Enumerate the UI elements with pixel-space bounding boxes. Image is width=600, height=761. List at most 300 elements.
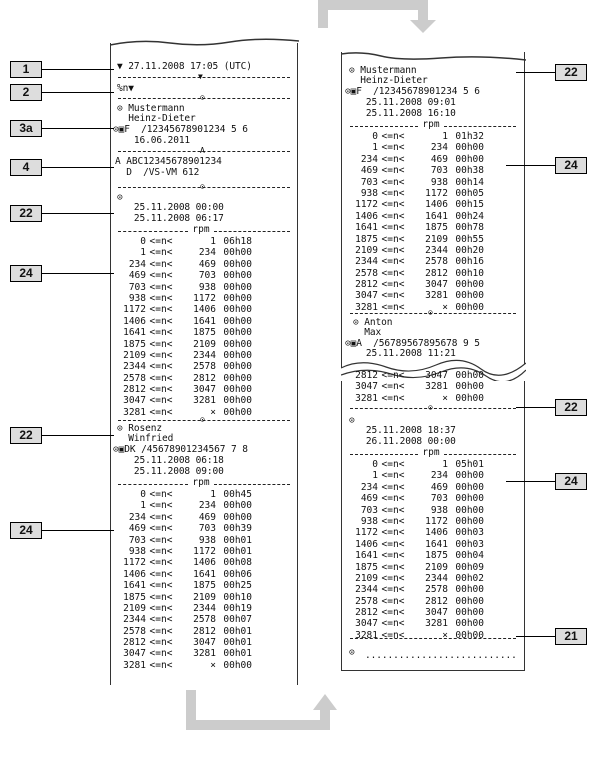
rpm-operator: <=n< xyxy=(381,493,405,505)
rpm-duration: 05h01 xyxy=(455,459,484,470)
rpm-lower: 703 xyxy=(128,534,146,546)
rpm-duration: 00h16 xyxy=(455,256,484,268)
rpm-duration: 00h01 xyxy=(223,545,252,557)
rpm-upper: 1641 xyxy=(425,538,448,550)
rpm-lower: 1172 xyxy=(355,527,378,539)
rpm-row xyxy=(112,512,252,523)
rpm-row xyxy=(112,259,252,270)
rpm-operator: <=n< xyxy=(149,568,173,580)
rpm-upper: 3047 xyxy=(425,370,448,381)
rpm-table-d xyxy=(344,370,484,404)
rpm-upper: 1641 xyxy=(425,210,448,222)
vehicle-marker-icon: A xyxy=(200,146,205,155)
card1-name2: Heinz-Dieter xyxy=(117,113,196,124)
rpm-upper: 2109 xyxy=(425,233,448,245)
rpm-duration: 00h78 xyxy=(455,222,484,234)
rpm-upper: 234 xyxy=(198,247,216,259)
rpm-upper: 2578 xyxy=(193,361,216,373)
rpm-upper: 1 xyxy=(442,459,448,470)
rpm-lower: 469 xyxy=(360,493,378,505)
rpm-duration: 00h00 xyxy=(455,504,484,516)
rpm-lower: 1875 xyxy=(123,591,146,603)
rpm-upper: 1172 xyxy=(425,187,448,199)
rpm-lower: 3281 xyxy=(355,629,378,641)
rpm-row xyxy=(344,573,484,584)
card1-card-number: ⊙▣F /12345678901234 5 6 xyxy=(113,124,248,135)
header-sym-line: %n▼ xyxy=(117,83,134,94)
rpm-duration: 00h01 xyxy=(223,534,252,546)
rpm-operator: <=n< xyxy=(149,534,173,546)
period2-from: 25.11.2008 18:37 xyxy=(349,425,456,436)
circle-marker-icon: ⊙ xyxy=(200,415,205,424)
rpm-row xyxy=(344,584,484,595)
rpm-row xyxy=(112,395,252,406)
rpm-row xyxy=(344,607,484,618)
callout-leader xyxy=(516,72,555,73)
callout-22-d: 22 xyxy=(555,399,587,416)
rpm-duration: 00h00 xyxy=(223,406,252,418)
rpm-upper: 1875 xyxy=(193,580,216,592)
rpm-lower: 2578 xyxy=(123,625,146,637)
rpm-row xyxy=(344,370,484,381)
circle-marker-icon: ⊙ xyxy=(428,403,433,412)
rpm-duration: 00h05 xyxy=(455,187,484,199)
rpm-upper: 2344 xyxy=(425,572,448,584)
rpm-duration: 00h10 xyxy=(223,591,252,603)
rpm-lower: 2578 xyxy=(355,267,378,279)
rpm-upper: 3281 xyxy=(193,648,216,660)
rpm-lower: 469 xyxy=(360,165,378,177)
callout-24-c: 24 xyxy=(555,157,587,174)
rpm-duration: 00h55 xyxy=(455,233,484,245)
rpm-duration: 00h00 xyxy=(455,493,484,505)
callout-22-b: 22 xyxy=(10,427,42,444)
rpm-row xyxy=(112,614,252,625)
rpm-duration: 00h00 xyxy=(223,395,252,407)
rpm-upper: 469 xyxy=(198,511,216,523)
rpm-duration: 00h15 xyxy=(455,199,484,211)
rpm-operator: <=n< xyxy=(149,511,173,523)
rpm-row xyxy=(112,500,252,511)
rpm-header: rpm xyxy=(422,447,440,458)
rpm-duration: 00h08 xyxy=(223,557,252,569)
rpm-upper: 3047 xyxy=(425,279,448,291)
rpm-row xyxy=(344,142,484,153)
rpm-duration: 00h00 xyxy=(223,511,252,523)
rpm-upper: 1875 xyxy=(425,222,448,234)
rpm-row xyxy=(112,247,252,258)
rpm-row xyxy=(344,177,484,188)
rpm-duration: 00h00 xyxy=(223,292,252,304)
rpm-duration: 00h14 xyxy=(455,176,484,188)
callout-22-a: 22 xyxy=(10,205,42,222)
callout-24-b: 24 xyxy=(10,522,42,539)
rpm-operator: <=n< xyxy=(149,361,173,373)
rpm-row xyxy=(344,550,484,561)
rpm-duration: 00h00 xyxy=(455,381,484,393)
card2-name1: ⊙ Rosenz xyxy=(117,423,162,434)
rpm-operator: <=n< xyxy=(149,349,173,361)
rpm-upper: 2578 xyxy=(193,614,216,626)
rpm-operator: <=n< xyxy=(149,614,173,626)
rpm-operator: <=n< xyxy=(381,527,405,539)
rpm-row xyxy=(112,316,252,327)
rpm-lower: 2109 xyxy=(123,602,146,614)
rpm-table-c xyxy=(344,131,484,313)
rpm-lower: 2812 xyxy=(355,370,378,381)
rpm-upper: 3281 xyxy=(193,395,216,407)
separator xyxy=(214,484,290,485)
rpm-operator: <=n< xyxy=(381,165,405,177)
rpm-operator: <=n< xyxy=(149,648,173,660)
rpm-upper: 234 xyxy=(430,142,448,154)
rpm-operator: <=n< xyxy=(149,258,173,270)
rpm-lower: 2344 xyxy=(123,614,146,626)
rpm-lower: 3281 xyxy=(123,659,146,671)
rpm-row xyxy=(112,293,252,304)
card4-from: 25.11.2008 11:21 xyxy=(349,348,456,359)
circle-marker-icon: ⊙ xyxy=(428,308,433,317)
rpm-operator: <=n< xyxy=(381,584,405,596)
rpm-duration: 00h00 xyxy=(223,372,252,384)
callout-leader xyxy=(506,165,555,166)
rpm-operator: <=n< xyxy=(149,270,173,282)
separator xyxy=(214,231,290,232)
rpm-operator: <=n< xyxy=(149,637,173,649)
rpm-upper: 2344 xyxy=(193,602,216,614)
separator xyxy=(350,638,516,639)
rpm-row xyxy=(344,562,484,573)
rpm-operator: <=n< xyxy=(381,210,405,222)
rpm-row xyxy=(112,384,252,395)
rpm-upper: 3047 xyxy=(193,384,216,396)
period2-symbol: ⊙ xyxy=(349,415,355,426)
period1-from: 25.11.2008 00:00 xyxy=(117,202,224,213)
rpm-upper: × xyxy=(442,629,448,641)
rpm-upper: 234 xyxy=(198,500,216,512)
callout-leader xyxy=(42,435,114,436)
separator xyxy=(118,231,188,232)
vehicle-registration: D /VS-VM 612 xyxy=(115,167,200,178)
rpm-row xyxy=(112,648,252,659)
rpm-row xyxy=(344,268,484,279)
rpm-operator: <=n< xyxy=(149,327,173,339)
rpm-duration: 00h02 xyxy=(455,572,484,584)
rpm-duration: 00h00 xyxy=(223,315,252,327)
rpm-duration: 00h00 xyxy=(455,515,484,527)
callout-2: 2 xyxy=(10,84,42,101)
rpm-header: rpm xyxy=(422,119,440,130)
rpm-duration: 00h00 xyxy=(223,349,252,361)
rpm-upper: 469 xyxy=(198,258,216,270)
separator xyxy=(118,484,188,485)
rpm-operator: <=n< xyxy=(381,607,405,619)
callout-leader xyxy=(516,636,555,637)
rpm-lower: 3281 xyxy=(355,301,378,313)
rpm-operator: <=n< xyxy=(381,515,405,527)
rpm-row xyxy=(112,489,252,500)
rpm-duration: 00h00 xyxy=(223,338,252,350)
header-date-line: ▼ 27.11.2008 17:05 (UTC) xyxy=(117,61,252,72)
rpm-duration: 00h00 xyxy=(455,153,484,165)
rpm-row xyxy=(344,199,484,210)
rpm-upper: × xyxy=(442,301,448,313)
rpm-operator: <=n< xyxy=(381,550,405,562)
rpm-duration: 06h18 xyxy=(223,236,252,247)
rpm-operator: <=n< xyxy=(149,406,173,418)
rpm-operator: <=n< xyxy=(149,580,173,592)
rpm-row xyxy=(344,165,484,176)
callout-leader xyxy=(42,128,114,129)
rpm-operator: <=n< xyxy=(381,629,405,641)
rpm-row xyxy=(344,290,484,301)
callout-leader xyxy=(42,69,114,70)
rpm-duration: 00h00 xyxy=(455,618,484,630)
rpm-lower: 234 xyxy=(360,481,378,493)
rpm-upper: × xyxy=(210,659,216,671)
rpm-operator: <=n< xyxy=(381,279,405,291)
rpm-operator: <=n< xyxy=(149,315,173,327)
rpm-upper: 3281 xyxy=(425,290,448,302)
callout-leader xyxy=(516,407,555,408)
rpm-lower: 1172 xyxy=(123,304,146,316)
rpm-operator: <=n< xyxy=(149,281,173,293)
rpm-table-e xyxy=(344,459,484,641)
rpm-operator: <=n< xyxy=(381,595,405,607)
card2-to: 25.11.2008 09:00 xyxy=(117,466,224,477)
rpm-operator: <=n< xyxy=(149,591,173,603)
rpm-lower: 3047 xyxy=(355,381,378,393)
rpm-upper: 3047 xyxy=(425,607,448,619)
rpm-upper: 703 xyxy=(430,493,448,505)
signature-dots: ........................... xyxy=(365,650,517,661)
rpm-lower: 0 xyxy=(372,131,378,142)
rpm-row xyxy=(344,279,484,290)
rpm-upper: 1406 xyxy=(193,557,216,569)
rpm-lower: 1641 xyxy=(355,222,378,234)
rpm-row xyxy=(112,373,252,384)
callout-leader xyxy=(42,530,114,531)
rpm-row xyxy=(344,381,484,392)
rpm-lower: 2344 xyxy=(123,361,146,373)
rpm-operator: <=n< xyxy=(149,338,173,350)
rpm-upper: 2812 xyxy=(425,267,448,279)
card2-name2: Winfried xyxy=(117,433,174,444)
rpm-lower: 2344 xyxy=(355,584,378,596)
rpm-duration: 00h00 xyxy=(455,290,484,302)
rpm-operator: <=n< xyxy=(381,153,405,165)
rpm-upper: 3281 xyxy=(425,381,448,393)
rpm-operator: <=n< xyxy=(149,557,173,569)
rpm-upper: 1875 xyxy=(193,327,216,339)
callout-leader xyxy=(42,273,114,274)
rpm-lower: 2578 xyxy=(123,372,146,384)
rpm-duration: 01h32 xyxy=(455,131,484,142)
rpm-lower: 234 xyxy=(128,258,146,270)
callout-4: 4 xyxy=(10,159,42,176)
rpm-row xyxy=(344,222,484,233)
rpm-operator: <=n< xyxy=(381,131,405,142)
circle-marker-icon: ⊙ xyxy=(200,93,205,102)
rpm-operator: <=n< xyxy=(149,523,173,535)
rpm-upper: 1 xyxy=(442,131,448,142)
rpm-operator: <=n< xyxy=(149,304,173,316)
rpm-lower: 938 xyxy=(128,292,146,304)
tear-edge-left xyxy=(110,37,299,49)
rpm-upper: 938 xyxy=(198,281,216,293)
rpm-lower: 0 xyxy=(140,489,146,500)
rpm-lower: 3047 xyxy=(123,648,146,660)
rpm-row xyxy=(344,302,484,313)
rpm-operator: <=n< xyxy=(149,602,173,614)
rpm-lower: 703 xyxy=(128,281,146,293)
rpm-operator: <=n< xyxy=(381,142,405,154)
card4-card-number: ⊙▣A /56789567895678 9 5 xyxy=(345,338,480,349)
rpm-operator: <=n< xyxy=(149,292,173,304)
rpm-row xyxy=(112,626,252,637)
rpm-upper: 1406 xyxy=(193,304,216,316)
card3-card-number: ⊙▣F /12345678901234 5 6 xyxy=(345,86,480,97)
rpm-row xyxy=(344,539,484,550)
card1-name1: ⊙ Mustermann xyxy=(117,103,185,114)
rpm-upper: × xyxy=(442,392,448,404)
rpm-lower: 3047 xyxy=(123,395,146,407)
rpm-row xyxy=(112,350,252,361)
rpm-operator: <=n< xyxy=(149,545,173,557)
rpm-duration: 00h00 xyxy=(223,500,252,512)
rpm-lower: 3047 xyxy=(355,618,378,630)
rpm-row xyxy=(344,493,484,504)
callout-leader xyxy=(42,92,114,93)
rpm-operator: <=n< xyxy=(381,233,405,245)
rpm-row xyxy=(112,304,252,315)
rpm-duration: 00h06 xyxy=(223,568,252,580)
rpm-lower: 1406 xyxy=(355,538,378,550)
period2-to: 26.11.2008 00:00 xyxy=(349,436,456,447)
rpm-upper: 2812 xyxy=(193,625,216,637)
rpm-row xyxy=(344,234,484,245)
rpm-upper: 1641 xyxy=(193,568,216,580)
rpm-lower: 469 xyxy=(128,523,146,535)
rpm-lower: 938 xyxy=(128,545,146,557)
rpm-lower: 2812 xyxy=(355,607,378,619)
rpm-row xyxy=(344,256,484,267)
card3-name1: ⊙ Mustermann xyxy=(349,65,417,76)
rpm-upper: 2578 xyxy=(425,256,448,268)
rpm-row xyxy=(112,546,252,557)
rpm-row xyxy=(344,482,484,493)
rpm-duration: 00h00 xyxy=(455,279,484,291)
rpm-duration: 00h00 xyxy=(455,629,484,641)
rpm-row xyxy=(112,660,252,671)
rpm-upper: 1172 xyxy=(193,545,216,557)
rpm-duration: 00h00 xyxy=(455,481,484,493)
rpm-operator: <=n< xyxy=(381,244,405,256)
rpm-operator: <=n< xyxy=(149,500,173,512)
rpm-duration: 00h00 xyxy=(455,470,484,482)
rpm-lower: 1875 xyxy=(123,338,146,350)
card3-name2: Heinz-Dieter xyxy=(349,75,428,86)
rpm-duration: 00h20 xyxy=(455,244,484,256)
rpm-row xyxy=(112,592,252,603)
rpm-row xyxy=(112,339,252,350)
rpm-row xyxy=(344,393,484,404)
rpm-lower: 2109 xyxy=(355,244,378,256)
rpm-upper: 234 xyxy=(430,470,448,482)
rpm-upper: 2109 xyxy=(193,338,216,350)
rpm-duration: 00h00 xyxy=(455,584,484,596)
rpm-duration: 00h03 xyxy=(455,538,484,550)
rpm-operator: <=n< xyxy=(381,187,405,199)
rpm-row xyxy=(112,236,252,247)
separator xyxy=(118,77,290,78)
rpm-lower: 1406 xyxy=(355,210,378,222)
rpm-operator: <=n< xyxy=(381,381,405,393)
rpm-operator: <=n< xyxy=(381,176,405,188)
rpm-row xyxy=(112,557,252,568)
rpm-row xyxy=(344,470,484,481)
rpm-upper: 938 xyxy=(430,176,448,188)
rpm-operator: <=n< xyxy=(149,384,173,396)
rpm-duration: 00h00 xyxy=(223,281,252,293)
rpm-row xyxy=(344,154,484,165)
circle-marker-icon: ⊙ xyxy=(200,182,205,191)
rpm-lower: 3047 xyxy=(355,290,378,302)
card1-expiry: 16.06.2011 xyxy=(117,135,191,146)
rpm-operator: <=n< xyxy=(381,392,405,404)
rpm-operator: <=n< xyxy=(381,572,405,584)
rpm-operator: <=n< xyxy=(149,625,173,637)
rpm-lower: 1875 xyxy=(355,561,378,573)
callout-leader xyxy=(42,167,114,168)
period1-to: 25.11.2008 06:17 xyxy=(117,213,224,224)
rpm-operator: <=n< xyxy=(149,372,173,384)
callout-22-c: 22 xyxy=(555,64,587,81)
rpm-lower: 1172 xyxy=(123,557,146,569)
rpm-duration: 00h00 xyxy=(455,370,484,381)
separator xyxy=(350,313,516,314)
rpm-duration: 00h39 xyxy=(223,523,252,535)
vehicle-vin: A ABC12345678901234 xyxy=(115,156,222,167)
rpm-lower: 1 xyxy=(372,470,378,482)
callout-24-d: 24 xyxy=(555,473,587,490)
rpm-upper: 938 xyxy=(430,504,448,516)
rpm-duration: 00h00 xyxy=(455,392,484,404)
rpm-duration: 00h01 xyxy=(223,625,252,637)
rpm-upper: 1641 xyxy=(193,315,216,327)
rpm-row xyxy=(344,245,484,256)
rpm-duration: 00h00 xyxy=(455,595,484,607)
rpm-operator: <=n< xyxy=(381,561,405,573)
rpm-lower: 1 xyxy=(140,247,146,259)
rpm-upper: 1406 xyxy=(425,199,448,211)
rpm-duration: 00h38 xyxy=(455,165,484,177)
rpm-row xyxy=(112,580,252,591)
rpm-duration: 00h00 xyxy=(223,304,252,316)
callout-leader xyxy=(506,481,555,482)
rpm-duration: 00h25 xyxy=(223,580,252,592)
rpm-row xyxy=(112,327,252,338)
separator xyxy=(350,126,418,127)
rpm-duration: 00h04 xyxy=(455,550,484,562)
tear-edge-right xyxy=(341,50,526,64)
rpm-upper: 1406 xyxy=(425,527,448,539)
rpm-row xyxy=(112,270,252,281)
rpm-upper: 2109 xyxy=(193,591,216,603)
rpm-upper: 1 xyxy=(210,236,216,247)
rpm-operator: <=n< xyxy=(381,370,405,381)
rpm-lower: 469 xyxy=(128,270,146,282)
